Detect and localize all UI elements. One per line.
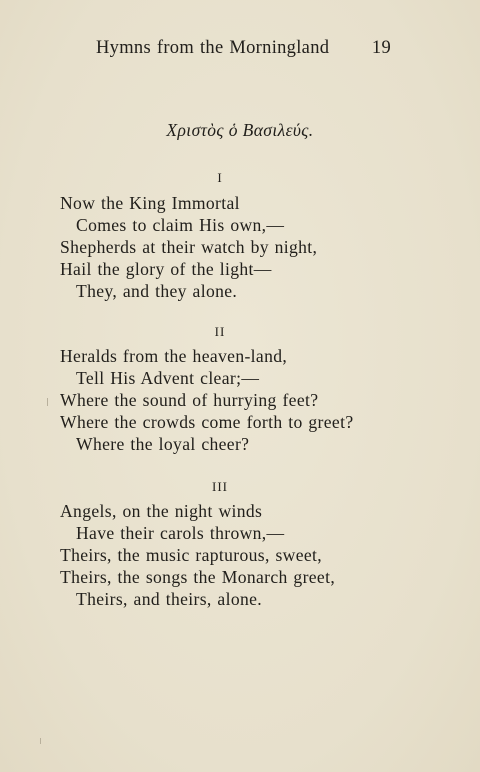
verse-line: Theirs, the music rapturous, sweet, [60, 545, 323, 565]
verse-line: Hail the glory of the light— [60, 259, 272, 279]
verse-line: Heralds from the heaven-land, [60, 346, 288, 366]
verse-line: Where the loyal cheer? [76, 434, 250, 454]
verse-line: Shepherds at their watch by night, [60, 237, 318, 257]
stanza-number-1: I [217, 170, 223, 185]
verse-line: They, and they alone. [76, 281, 238, 301]
stanza-number-2: II [214, 324, 226, 339]
verse-line: Where the sound of hurrying feet? [60, 390, 319, 410]
stanza-2 [60, 345, 460, 455]
stanza-3 [60, 500, 460, 610]
verse-line: Comes to claim His own,— [76, 215, 285, 235]
verse-line: Where the crowds come forth to greet? [60, 412, 354, 432]
verse-line: Have their carols thrown,— [76, 523, 285, 543]
verse-line: Theirs, and theirs, alone. [76, 589, 263, 609]
stanza-number-3: III [212, 479, 228, 494]
paper-speck [47, 398, 48, 406]
page-number: 19 [371, 38, 391, 58]
verse-line: Angels, on the night winds [60, 501, 263, 521]
running-head-title: Hymns from the Morningland [96, 38, 330, 58]
verse-line: Tell His Advent clear;— [76, 368, 260, 388]
verse-line: Now the King Immortal [60, 193, 240, 213]
paper-speck [40, 738, 41, 744]
verse-line: Theirs, the songs the Monarch greet, [60, 567, 336, 587]
stanza-1 [60, 192, 460, 302]
poem-title: Χριστὸς ὁ Βασιλεύς. [166, 120, 314, 140]
